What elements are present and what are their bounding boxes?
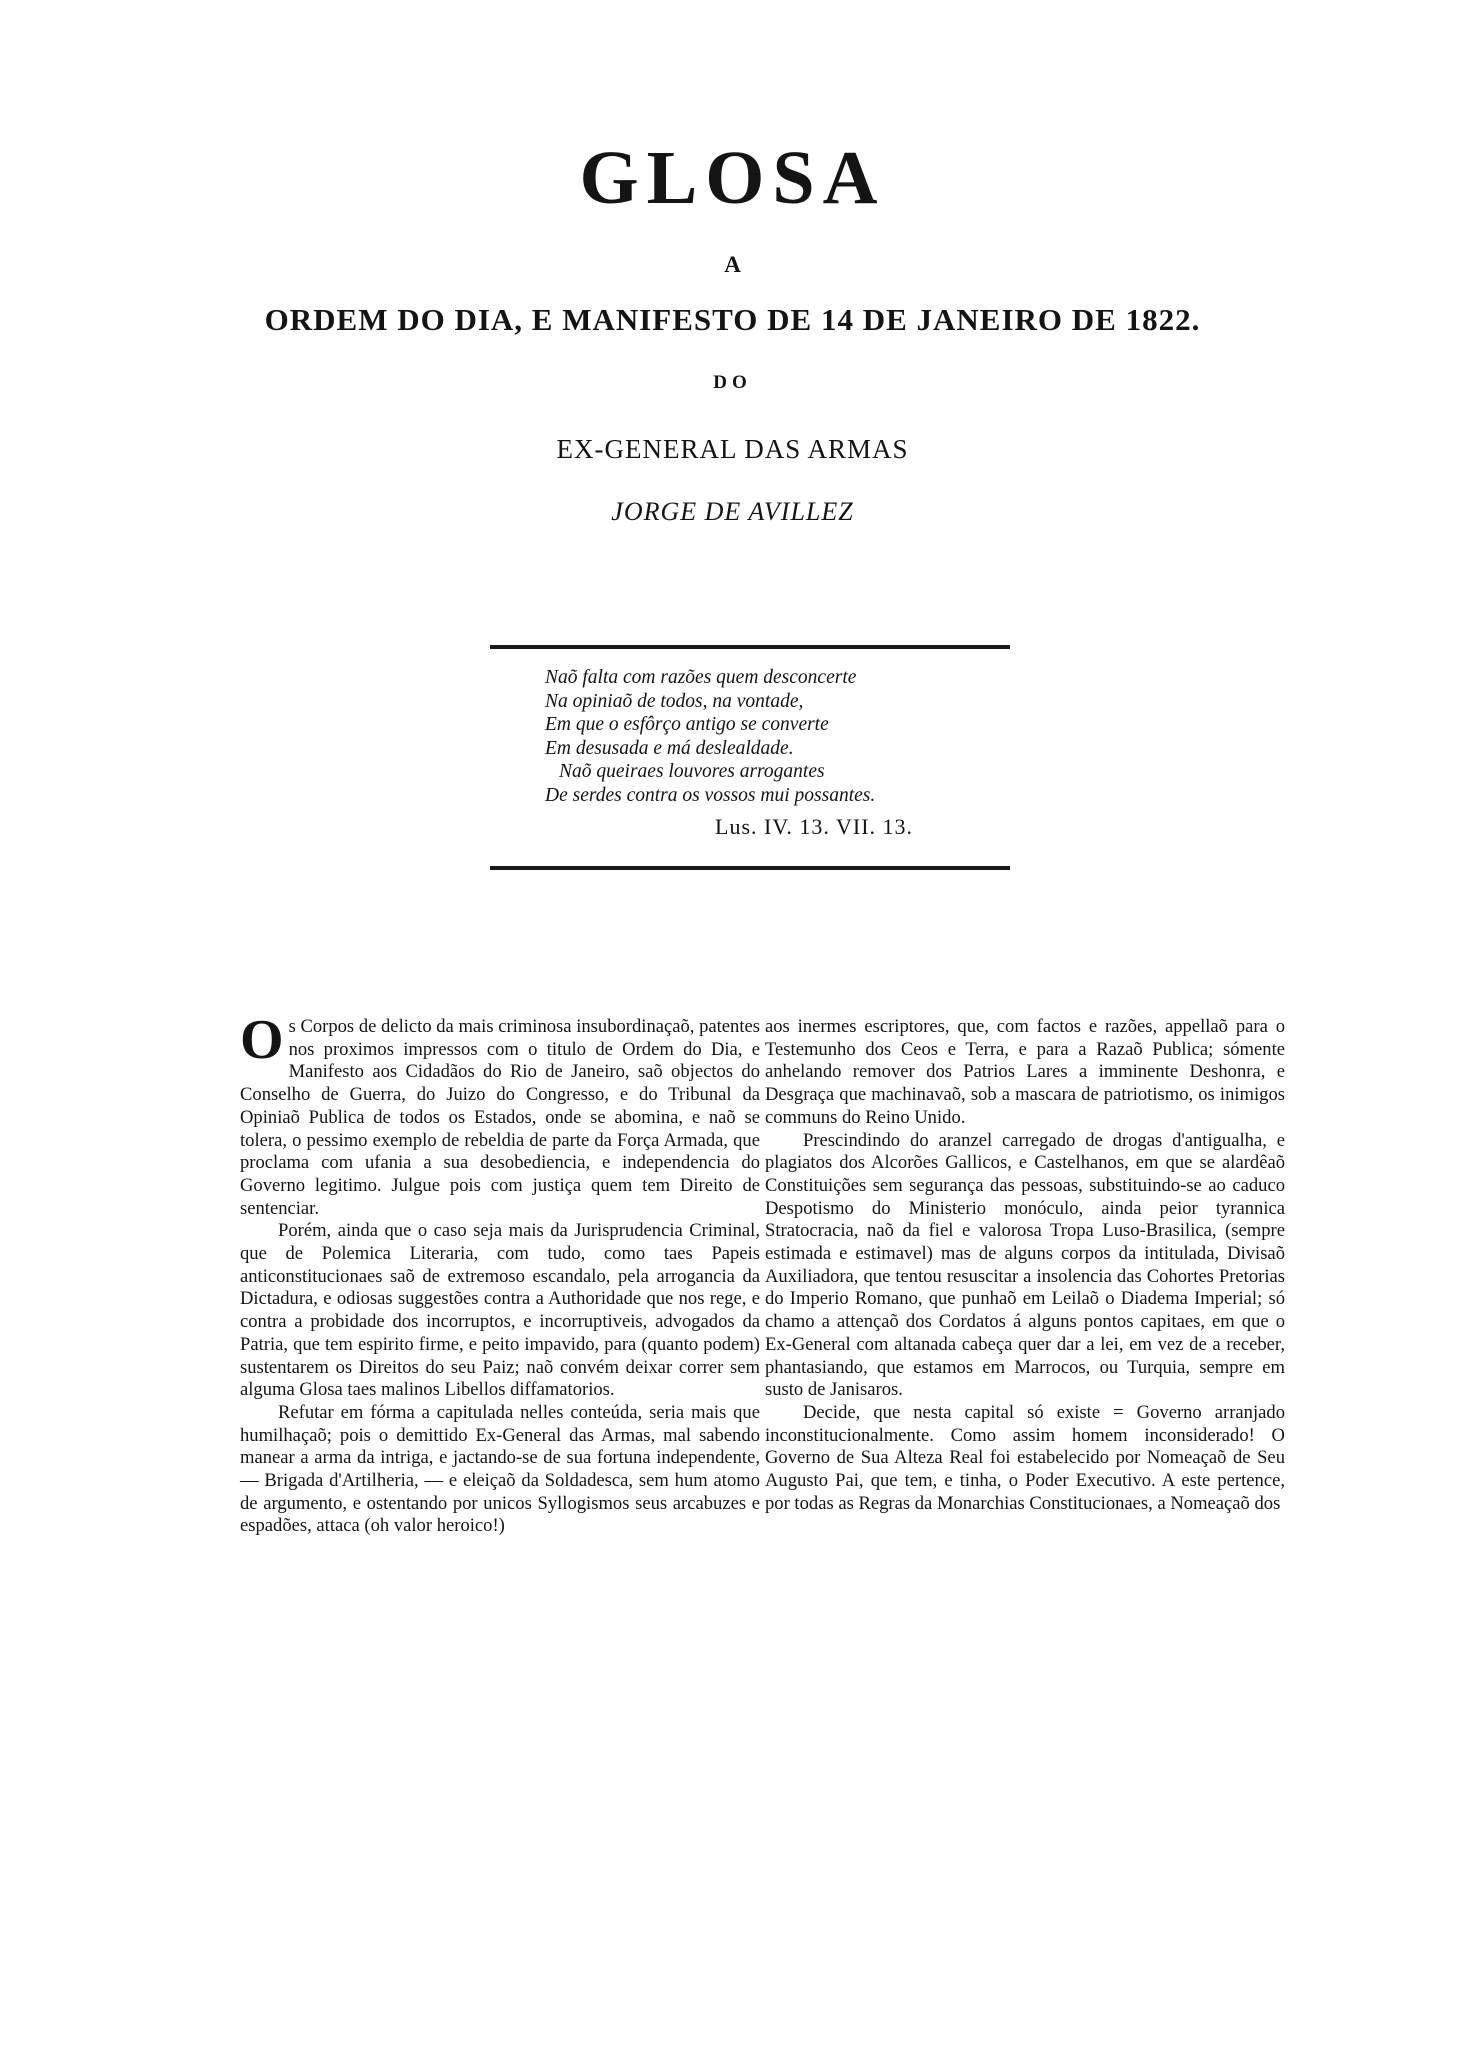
paragraph: Decide, que nesta capital só existe = Governo arranjado inconstitucionalmente. Como assim homem inconsiderado! O Governo de Sua Alteza Real foi estabelecido por Nomeaçaõ de Seu Augusto Pai, que tem, e tinha, o Poder Executivo. A este pertence, por todas as Regras da Monarchias Constitucionaes, a Nomeaçaõ dos bbox=[765, 1401, 1285, 1514]
epigraph-citation: Lus. IV. 13. VII. 13. bbox=[715, 814, 914, 839]
epigraph-line: Em desusada e má deslealdade. bbox=[545, 737, 794, 759]
epigraph-line: Naõ queiraes louvores arrogantes bbox=[559, 761, 825, 782]
epigraph bbox=[545, 666, 1015, 839]
paragraph-text: s Corpos de delicto da mais criminosa insubordinaçaõ, patentes nos proximos impressos com o titulo de Ordem do Dia, e Manifesto aos Cidadãos do Rio de Janeiro, saõ objectos do Conselho de Guerra, do Juizo do Congresso, e do Tribunal da Opiniaõ Publica de todos os Estados, onde se abomina, e naõ se tolera, o pessimo exemplo de rebeldia de parte da Força Armada, que proclama com ufania a sua desobediencia, e independencia do Governo legitimo. Julgue pois com justiça quem tem Direito de sentenciar. bbox=[240, 1016, 761, 1219]
author-title: EX-GENERAL DAS ARMAS bbox=[556, 434, 909, 464]
epigraph-line: Naõ falta com razões quem desconcerte bbox=[545, 667, 857, 688]
preposition-a: A bbox=[724, 252, 741, 277]
author-name: JORGE DE AVILLEZ bbox=[611, 497, 854, 526]
document-subtitle: ORDEM DO DIA, E MANIFESTO DE 14 DE JANEIRO DE 1822. bbox=[264, 302, 1201, 337]
paragraph: Prescindindo do aranzel carregado de drogas d'antigualha, e plagiatos dos Alcorões Gallicos, e Castelhanos, em que se alardêaõ Constituições sem segurança das pessoas, substituindo-se ao caduco Despotismo do Ministerio monóculo, ainda peior tyrannica Stratocracia, naõ da fiel e valorosa Tropa Luso-Brasilica, (sempre estimada e estimavel) mas de alguns corpos da intitulada, Divisaõ Auxiliadora, que tentou resuscitar a insolencia das Cohortes Pretorias do Imperio Romano, que punhaõ em Leilaõ o Diadema Imperial; só chamo a attençaõ dos Cordatos á alguns pontos capitaes, em que o Ex-General com altanada cabeça quer dar a lei, em vez de a receber, phantasiando, que estamos em Marrocos, ou Turquia, sempre em susto de Janisaros. bbox=[765, 1129, 1285, 1401]
paragraph: Porém, ainda que o caso seja mais da Jurisprudencia Criminal, que de Polemica Literaria, com tudo, como taes Papeis anticonstitucionaes saõ de extremoso escandalo, pela arrogancia da Dictadura, e odiosas suggestões contra a Authoridade que nos rege, e contra a probidade dos incorruptos, e incorruptiveis, advogados da Patria, que tem espirito firme, e peito impavido, para (quanto podem) sustentarem os Direitos do seu Paiz; naõ convém deixar correr sem alguma Glosa taes malinos Libellos diffamatorios. bbox=[240, 1220, 760, 1401]
document-title: GLOSA bbox=[579, 136, 886, 220]
paragraph: Refutar em fórma a capitulada nelles conteúda, seria mais que humilhaçaõ; pois o demittido Ex-General das Armas, mal sabendo manear a arma da intriga, e jactando-se de sua fortuna independente, — Brigada d'Artilheria, — e eleiçaõ da Soldadesca, sem hum atomo de argumento, e ostentando por unicos Syllogismos seus arcabuzes e espadões, attaca (oh valor heroico!) bbox=[240, 1401, 760, 1537]
paragraph: aos inermes escriptores, que, com factos e razões, appellaõ para o Testemunho dos Ceos e Terra, e para a Razaõ Publica; sómente anhelando remover dos Patrios Lares a imminente Deshonra, e Desgraça que machinavaõ, sob a mascara de patriotismo, os inimigos communs do Reino Unido. bbox=[765, 1016, 1285, 1128]
drop-cap: O bbox=[240, 1009, 285, 1071]
epigraph-line: Em que o esfôrço antigo se converte bbox=[545, 714, 829, 735]
epigraph-line: De serdes contra os vossos mui possantes. bbox=[545, 784, 876, 806]
paragraph bbox=[240, 1009, 761, 1220]
preposition-do: DO bbox=[713, 372, 752, 393]
epigraph-top-rule bbox=[490, 645, 1010, 649]
right-column bbox=[765, 1016, 1285, 1515]
epigraph-bottom-rule bbox=[490, 866, 1010, 870]
left-column bbox=[240, 1009, 761, 1538]
epigraph-line: Na opiniaõ de todos, na vontade, bbox=[545, 690, 804, 712]
